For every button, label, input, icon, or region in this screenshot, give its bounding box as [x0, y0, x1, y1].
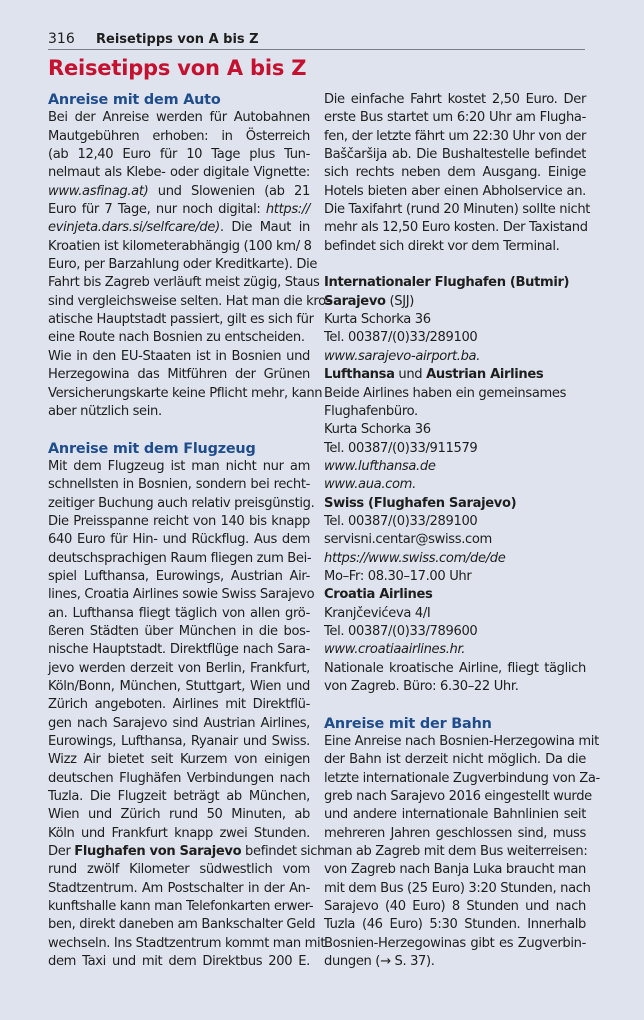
text: rund zwölf Kilometer südwestlich vom: [48, 862, 310, 878]
paragraph: [324, 403, 586, 421]
text-line: [48, 843, 326, 861]
paragraph: [324, 568, 586, 586]
text: (ab 12,40 Euro für 10 Tage plus Tun-: [48, 147, 310, 163]
paragraph: [324, 476, 586, 494]
text-line: [48, 366, 310, 384]
text-line: [48, 733, 310, 751]
text: Versicherungskarte keine Pflicht mehr, kann: [48, 385, 323, 401]
text: Die Preisspanne reicht von 140 bis knapp: [48, 513, 310, 529]
text: Baščaršija ab. Die Bushaltestelle befindet: [324, 147, 586, 163]
text: (SJJ): [385, 293, 414, 309]
text: Kranjčevićeva 4/I: [324, 605, 431, 621]
text-line: [324, 329, 586, 347]
text-line: [324, 935, 586, 953]
text-line: [324, 605, 586, 623]
text-line: [48, 219, 310, 237]
text: Bei der Anreise werden für Autobahnen: [48, 110, 310, 126]
text-line: [324, 641, 586, 659]
text: Kroatien ist kilometerabhängig (100 km/ 8: [48, 238, 312, 254]
text-line: [324, 311, 586, 329]
text: Hotels bieten aber einen Abholservice an.: [324, 183, 586, 199]
text-line: [48, 109, 310, 127]
italic-text: www.aua.com.: [324, 477, 416, 493]
text: von Zagreb. Büro: 6.30–22 Uhr.: [324, 679, 519, 694]
paragraph: [324, 586, 586, 604]
text-line: [48, 164, 310, 182]
text: Eine Anreise nach Bosnien-Herzegowina mit: [324, 734, 599, 750]
spacer: [324, 256, 586, 274]
text-line: [324, 513, 586, 531]
spacer: [48, 421, 310, 439]
text-line: [324, 660, 586, 678]
paragraph: [324, 513, 586, 531]
text-line: [48, 696, 310, 714]
text-line: [324, 806, 586, 824]
text: Euro, per Barzahlung oder Kreditkarte). Die: [48, 257, 318, 273]
text-line: [48, 128, 310, 146]
text-line: [324, 458, 586, 476]
paragraph: [324, 733, 600, 971]
paragraph: [324, 440, 586, 458]
text-line: [48, 311, 314, 329]
text: Mautgebühren erhoben: in Österreich: [48, 128, 310, 144]
text-line: [48, 861, 310, 879]
text-line: [48, 623, 310, 641]
bold-text: Swiss (Flughafen Sarajevo): [324, 495, 517, 511]
text: befindet sich: [241, 844, 326, 860]
text: greb nach Sarajevo 2016 eingestellt wurde: [324, 789, 592, 805]
text-line: [324, 495, 586, 513]
text-line: [324, 788, 592, 806]
text-line: [324, 550, 586, 568]
text: Wie in den EU-Staaten ist in Bosnien und: [48, 348, 310, 364]
text-line: [324, 109, 586, 127]
text-line: [48, 568, 310, 586]
text: Stadtzentrum. Am Postschalter in der An-: [48, 880, 310, 896]
text: . Die Maut in: [219, 220, 310, 236]
spacer: [324, 696, 586, 714]
text-line: [48, 385, 323, 403]
text: sind vergleichsweise selten. Hat man die kro-: [48, 293, 331, 309]
text: Mo–Fr: 08.30–17.00 Uhr: [324, 568, 472, 584]
text-line: [48, 788, 310, 806]
text-line: [324, 623, 586, 641]
text: ßeren Städten über München in die bos-: [48, 623, 310, 639]
text-line: [324, 861, 586, 879]
text: eine Route nach Bosnien zu entscheiden.: [48, 330, 305, 346]
text: aber nützlich sein.: [48, 403, 162, 419]
text: Köln und Frankfurt knapp zwei Stunden.: [48, 825, 310, 841]
text: mehr als 12,50 Euro kosten. Der Taxistand: [324, 220, 588, 236]
italic-text: www.sarajevo-airport.ba.: [324, 348, 481, 364]
text-line: [48, 183, 310, 201]
text: letzte internationale Zugverbindung von Za-: [324, 770, 600, 786]
text-line: [48, 898, 314, 916]
paragraph: [324, 293, 586, 311]
text-line: [48, 329, 310, 347]
paragraph: [324, 495, 586, 513]
paragraph: [324, 641, 586, 659]
text-line: [48, 751, 310, 769]
text-line: [324, 440, 586, 458]
text-line: [324, 916, 586, 934]
paragraph: [324, 458, 586, 476]
text-line: [324, 128, 586, 146]
paragraph: [324, 660, 586, 697]
text-line: [48, 146, 310, 164]
running-header: [48, 30, 585, 50]
paragraph: [324, 311, 586, 329]
section-heading: Anreise mit dem Auto: [48, 92, 221, 108]
page-number: 316: [48, 31, 75, 47]
paragraph: [48, 348, 323, 421]
bold-text: Croatia Airlines: [324, 587, 433, 603]
text-line: [48, 586, 315, 604]
text: atische Hauptstadt passiert, gilt es sich für: [48, 312, 314, 328]
text-line: [48, 641, 310, 659]
text: lines, Croatia Airlines sowie Swiss Sarajevo: [48, 587, 315, 603]
paragraph: [324, 348, 586, 366]
text: Herzegowina das Mitführen der Grünen: [48, 367, 310, 383]
text: schnellsten in Bosnien, sondern bei recht-: [48, 477, 310, 493]
text-line: [324, 293, 586, 311]
text-line: [48, 476, 310, 494]
text: und: [394, 367, 427, 383]
text-line: [324, 898, 586, 916]
text-line: [324, 219, 586, 237]
text: Tel. 00387/(0)33/289100: [324, 330, 478, 346]
text-line: [48, 916, 316, 934]
paragraph: [324, 531, 586, 549]
left-column: [48, 91, 331, 972]
text-line: [48, 550, 310, 568]
text-line: [324, 678, 586, 696]
text-line: [324, 733, 599, 751]
text: gen nach Sarajevo sind Austrian Airlines,: [48, 715, 310, 731]
text-line: [324, 770, 600, 788]
paragraph: [48, 109, 331, 347]
text-line: [324, 953, 586, 971]
text-line: [48, 880, 310, 898]
text: der Bahn ist derzeit nicht möglich. Da die: [324, 752, 586, 768]
text: jevo werden derzeit von Berlin, Frankfurt,: [48, 660, 310, 676]
text: ben, direkt daneben am Bankschalter Geld: [48, 917, 316, 933]
text-line: [48, 201, 310, 219]
paragraph: [324, 550, 586, 568]
text: Kurta Schorka 36: [324, 312, 431, 328]
text-line: [48, 660, 310, 678]
paragraph: [324, 605, 586, 623]
text: an. Lufthansa fliegt täglich von allen grö-: [48, 605, 310, 621]
text-line: [324, 751, 586, 769]
italic-text: evinjeta.dars.si/selfcare/de): [48, 220, 220, 236]
text-line: [48, 293, 331, 311]
italic-text: www.lufthansa.de: [324, 458, 436, 474]
italic-text: www.croatiaairlines.hr.: [324, 642, 466, 658]
text-line: [324, 385, 586, 403]
right-column: [324, 91, 600, 972]
text: befindet sich direkt vor dem Terminal.: [324, 238, 560, 254]
text: spiel Lufthansa, Eurowings, Austrian Air-: [48, 568, 310, 584]
bold-text: Flughafen von Sarajevo: [74, 844, 242, 860]
paragraph: [324, 274, 586, 292]
text-line: [48, 513, 310, 531]
text-line: [48, 238, 310, 256]
italic-text: https://: [265, 202, 310, 218]
text: von Zagreb nach Banja Luka braucht man: [324, 862, 586, 878]
text-line: [48, 348, 310, 366]
text: und Slowenien (ab 21: [148, 183, 310, 199]
text: Flughafenbüro.: [324, 403, 418, 419]
text-line: [48, 403, 310, 421]
text: Tel. 00387/(0)33/911579: [324, 440, 478, 456]
text: deutschsprachigen Raum fliegen zum Bei-: [48, 550, 312, 566]
text: Fahrt bis Zagreb verläuft meist zügig, Staus: [48, 275, 320, 291]
text-line: [48, 256, 318, 274]
text-line: [48, 495, 315, 513]
paragraph: [324, 366, 586, 384]
text: servisni.centar@swiss.com: [324, 532, 492, 548]
text-line: [324, 476, 586, 494]
paragraph: [324, 329, 586, 347]
text-line: [324, 586, 586, 604]
text-line: [48, 770, 310, 788]
text-line: [324, 238, 586, 256]
text: mehreren Jahren geschlossen sind, muss: [324, 825, 586, 841]
text-line: [324, 403, 586, 421]
italic-text: https://www.swiss.com/de/de: [324, 550, 506, 566]
text-line: [324, 201, 591, 219]
text: erste Bus startet um 6:20 Uhr am Flugha-: [324, 110, 586, 126]
text-line: [48, 678, 310, 696]
text: Tuzla (46 Euro) 5:30 Stunden. Innerhalb: [324, 917, 586, 933]
text-line: [48, 605, 310, 623]
text: kunftshalle kann man Telefonkarten erwer-: [48, 899, 314, 915]
italic-text: www.asfinag.at): [48, 183, 149, 199]
text: Tel. 00387/(0)33/789600: [324, 623, 478, 639]
text: Euro für 7 Tage, nur noch digital:: [48, 202, 266, 218]
text-line: [48, 935, 326, 953]
text: Bosnien-Herzegowinas gibt es Zugverbin-: [324, 935, 586, 951]
text-line: [48, 274, 320, 292]
section-heading: Anreise mit dem Flugzeug: [48, 440, 256, 457]
text-line: [324, 366, 586, 384]
text: wechseln. Ins Stadtzentrum kommt man mit: [48, 935, 326, 951]
text-line: [324, 568, 586, 586]
text-line: [48, 953, 310, 971]
text-line: [324, 421, 586, 439]
text: Die einfache Fahrt kostet 2,50 Euro. Der: [324, 92, 586, 107]
page-title: Reisetipps von A bis Z: [48, 56, 307, 80]
bold-text: Internationaler Flughafen (Butmir): [324, 275, 570, 291]
text: Köln/Bonn, München, Stuttgart, Wien und: [48, 679, 310, 694]
text: Wizz Air bietet seit Kurzem von einigen: [48, 752, 310, 768]
text: Sarajevo (40 Euro) 8 Stunden und nach: [324, 899, 586, 915]
text-line: [324, 146, 586, 164]
text: Kurta Schorka 36: [324, 422, 431, 438]
text: Zürich angeboten. Airlines mit Direktflü-: [48, 697, 310, 713]
text: Mit dem Flugzeug ist man nicht nur am: [48, 458, 310, 474]
running-head-title: Reisetipps von A bis Z: [96, 32, 259, 47]
text: Tuzla. Die Flugzeit beträgt ab München,: [48, 789, 310, 805]
text: nische Hauptstadt. Direktflüge nach Sara-: [48, 642, 310, 658]
text-line: [48, 825, 310, 843]
text-line: [324, 531, 586, 549]
text: fen, der letzte fährt um 22:30 Uhr von der: [324, 128, 586, 144]
text-line: [324, 825, 586, 843]
section-heading: Anreise mit der Bahn: [324, 715, 492, 732]
text: zeitiger Buchung auch relativ preisgünstig.: [48, 495, 315, 511]
bold-text: Sarajevo: [324, 293, 386, 309]
paragraph: [324, 623, 586, 641]
text: 640 Euro für Hin- und Rückflug. Aus dem: [48, 532, 310, 548]
text-line: [324, 843, 586, 861]
text: sich rechts neben dem Ausgang. Einige: [324, 165, 586, 181]
text: man ab Zagreb mit dem Bus weiterreisen:: [324, 844, 588, 860]
text-line: [48, 458, 310, 476]
text: Beide Airlines haben ein gemeinsames: [324, 385, 567, 401]
paragraph: [48, 458, 326, 972]
bold-text: Lufthansa: [324, 367, 395, 383]
bold-text: Austrian Airlines: [426, 367, 544, 383]
text-line: [324, 164, 586, 182]
text: dungen (→ S. 37).: [324, 954, 435, 970]
text-line: [324, 348, 586, 366]
text: Der: [48, 844, 75, 860]
text-line: [48, 531, 310, 549]
text-line: [324, 183, 586, 201]
text: Nationale kroatische Airline, fliegt täglich: [324, 660, 586, 676]
text: Tel. 00387/(0)33/289100: [324, 513, 478, 529]
text-line: [48, 806, 310, 824]
text-line: [324, 91, 586, 109]
paragraph: [324, 421, 586, 439]
text-line: [324, 274, 586, 292]
text-line: [324, 880, 591, 898]
text: Wien und Zürich rund 50 Minuten, ab: [48, 807, 310, 823]
text: Eurowings, Lufthansa, Ryanair und Swiss.: [48, 734, 310, 750]
text-line: [48, 715, 310, 733]
text: mit dem Bus (25 Euro) 3:20 Stunden, nach: [324, 880, 591, 896]
text: nelmaut als Klebe- oder digitale Vignette:: [48, 165, 310, 181]
text: dem Taxi und mit dem Direktbus 200 E.: [48, 954, 310, 970]
text: Die Taxifahrt (rund 20 Minuten) sollte nicht: [324, 202, 591, 218]
text: und andere internationale Bahnlinien seit: [324, 807, 586, 823]
paragraph: [324, 385, 586, 403]
text: deutschen Flughäfen Verbindungen nach: [48, 770, 310, 786]
paragraph: [324, 91, 591, 256]
